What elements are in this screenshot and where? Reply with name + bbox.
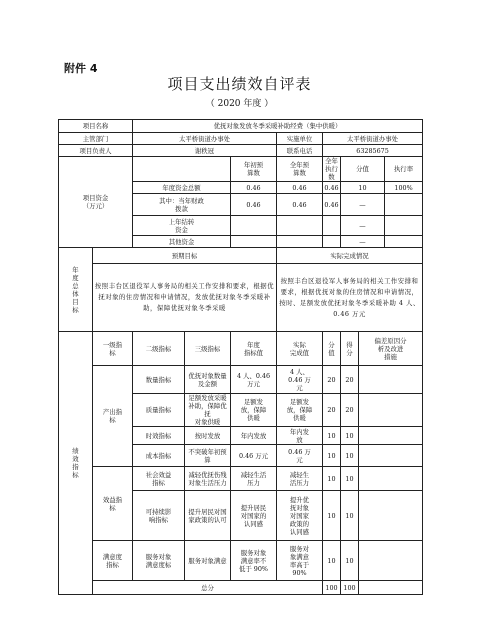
indicator-target: 服务对象 满意率不 低于 90% [231, 541, 277, 581]
funds-row-annual [277, 236, 323, 248]
leader-value: 谢秩冠 [133, 145, 277, 157]
indicators-header-score: 得 分 [341, 332, 359, 366]
indicator-score-value: 10 [323, 491, 341, 541]
phone-label: 联系电话 [277, 145, 323, 157]
total-label: 总分 [93, 581, 323, 595]
phone-value: 63285675 [323, 145, 423, 157]
indicator-level3: 按时发放 [185, 427, 231, 445]
total-score: 100 [341, 581, 359, 595]
indicator-note [359, 467, 423, 491]
indicator-score-value: 10 [323, 541, 341, 581]
indicator-score: 20 [341, 366, 359, 394]
indicator-row [59, 467, 423, 491]
funds-row-initial [231, 216, 277, 236]
indicator-note [359, 491, 423, 541]
indicator-score: 10 [341, 541, 359, 581]
indicator-score-value: 20 [323, 394, 341, 427]
indicator-actual: 4 人、 0.46 万 元 [277, 366, 323, 394]
total-note [359, 581, 423, 595]
funds-row-annual [277, 216, 323, 236]
indicator-score-value: 10 [323, 467, 341, 491]
funds-header-exec: 全年 执行数 [323, 157, 341, 182]
funds-row-exec: 0.46 [324, 183, 339, 192]
indicator-target: 0.46 万元 [231, 445, 277, 467]
indicator-row [59, 366, 423, 394]
indicator-actual: 年内发 放 [277, 427, 323, 445]
funds-row-exec [323, 216, 341, 236]
indicators-header-level2: 二级指标 [133, 332, 185, 366]
funds-row-label: 其中：当年财政 拨款 [133, 194, 231, 216]
funds-row-initial: 0.46 [231, 182, 277, 194]
indicator-note [359, 445, 423, 467]
output-indicator-label: 产出指 标 [93, 366, 133, 467]
project-name-value: 优抚对象发放冬季采暖补助经费（集中供暖） [133, 120, 423, 133]
project-name-label: 项目名称 [59, 120, 133, 133]
indicator-level3: 优抚对象数量 及金额 [185, 366, 231, 394]
indicators-header-target: 年度 指标值 [231, 332, 277, 366]
indicator-level2: 时效指标 [133, 427, 185, 445]
indicators-header-row [59, 332, 423, 366]
indicator-note [359, 541, 423, 581]
page-subtitle: （ 2020 年度 ） [205, 99, 274, 109]
indicators-label: 绩 效 指 标 [59, 332, 93, 595]
goals-actual: 按照丰台区退役军人事务局的相关工作安排和要求，根据优抚对象的住房情况和申请情况，按时、足额发放优抚对象冬季采暖补助 4 人、0.46 万元 [277, 264, 423, 332]
funds-header-annual: 全年预 算数 [277, 157, 323, 182]
funds-row-score-value: 10 [341, 182, 385, 194]
funds-header-initial: 年初预 算数 [231, 157, 277, 182]
funds-row-score-value: — [341, 194, 385, 216]
funds-row-annual: 0.46 [277, 194, 323, 216]
indicator-level3: 减轻优抚伤残 对象生活压力 [185, 467, 231, 491]
indicator-actual: 提升优 抚对象 对国家 政策的 认同感 [277, 491, 323, 541]
goals-header-row [59, 248, 423, 264]
indicator-level2: 可持续影 响指标 [133, 491, 185, 541]
indicator-actual: 减轻生 活压力 [277, 467, 323, 491]
indicator-score-value: 10 [323, 445, 341, 467]
indicator-level3: 提升居民对国 家政策的认可 [185, 491, 231, 541]
indicators-header-note: 偏差原因分 析及改进 措施 [359, 332, 423, 366]
goals-target: 按照丰台区退役军人事务局的相关工作安排和要求，根据优抚对象的住房情况和申请情况，发放优抚对象冬季采暖补助，保障优抚对象冬季采暖 [93, 264, 277, 332]
dept-row [59, 133, 423, 145]
indicator-note [359, 394, 423, 427]
indicator-level2: 社会效益 指标 [133, 467, 185, 491]
dept-label: 主管部门 [59, 133, 133, 145]
leader-row [59, 145, 423, 157]
goals-target-header: 预期目标 [93, 248, 277, 264]
indicator-actual: 足额发 放，保障 供暖 [277, 394, 323, 427]
indicator-score: 10 [341, 427, 359, 445]
funds-row-score-value: — [341, 236, 385, 248]
indicator-level2: 数量指标 [133, 366, 185, 394]
funds-row-initial: 0.46 [231, 194, 277, 216]
dept-value: 太平桥街道办事处 [133, 133, 277, 145]
indicator-score: 10 [341, 467, 359, 491]
indicator-score: 10 [341, 491, 359, 541]
evaluation-table [58, 119, 423, 595]
impl-label: 实施单位 [277, 133, 323, 145]
attachment-label: 附件 4 [64, 62, 98, 75]
indicator-score-value: 20 [323, 366, 341, 394]
indicators-header-level3: 三级指标 [185, 332, 231, 366]
funds-row-label: 上年结转 资金 [133, 216, 231, 236]
effect-indicator-label: 效益指 标 [93, 467, 133, 541]
impl-value: 太平桥街道办事处 [323, 133, 423, 145]
funds-row-label: 其他资金 [133, 236, 231, 248]
indicators-header-actual: 实际 完成值 [277, 332, 323, 366]
funds-row-exec [323, 236, 341, 248]
indicator-target: 足额发 放，保障 供暖 [231, 394, 277, 427]
funds-row-rate [385, 194, 423, 216]
goals-label: 年 度 总 体 目 标 [59, 248, 93, 332]
total-row [59, 581, 423, 595]
funds-header-rate: 执行率 [385, 157, 423, 182]
funds-row-annual: 0.46 [277, 182, 323, 194]
satisfaction-indicator-label: 满意度 指标 [93, 541, 133, 581]
funds-row-rate [385, 216, 423, 236]
project-name-row [59, 120, 423, 133]
indicator-target: 年内发放 [231, 427, 277, 445]
leader-label: 项目负责人 [59, 145, 133, 157]
indicator-target: 提升居民 对国家的 认同感 [231, 491, 277, 541]
indicators-header-level1: 一级指 标 [93, 332, 133, 366]
funds-row-initial [231, 236, 277, 248]
indicator-level2: 服务对象 满意度标 [133, 541, 185, 581]
funds-row-rate: 100% [385, 182, 423, 194]
indicator-actual: 服务对 象满意 率高于 90% [277, 541, 323, 581]
indicator-note [359, 427, 423, 445]
indicator-level2: 成本指标 [133, 445, 185, 467]
funds-header-score-value: 分值 [341, 157, 385, 182]
indicator-actual: 0.46 万 元 [277, 445, 323, 467]
indicators-header-score-value: 分 值 [323, 332, 341, 366]
funds-label: 项目资金 （万元） [59, 157, 133, 248]
indicator-level2: 质量指标 [133, 394, 185, 427]
funds-row-score-value: — [341, 216, 385, 236]
indicator-level3: 不突破年初预 算 [185, 445, 231, 467]
goals-actual-header: 实际完成情况 [277, 248, 423, 264]
indicator-target: 4 人、0.46 万元 [231, 366, 277, 394]
indicator-note [359, 366, 423, 394]
indicator-target: 减轻生活 压力 [231, 467, 277, 491]
funds-header-row [59, 157, 423, 182]
funds-row-label: 年度资金总额 [133, 182, 231, 194]
total-score-value: 100 [323, 581, 341, 595]
indicator-score-value: 10 [323, 427, 341, 445]
goals-content-row [59, 264, 423, 332]
indicator-level3: 服务对象满意 [185, 541, 231, 581]
indicator-score: 20 [341, 394, 359, 427]
page-title: 项目支出绩效自评表 [167, 75, 312, 93]
funds-row-exec: 0.46 [323, 194, 341, 216]
indicator-level3: 足额发放采暖 补助，保障优抚 对象供暖 [185, 394, 231, 427]
funds-header-blank [133, 157, 231, 182]
funds-row-rate [385, 236, 423, 248]
indicator-score: 10 [341, 445, 359, 467]
indicator-row [59, 541, 423, 581]
